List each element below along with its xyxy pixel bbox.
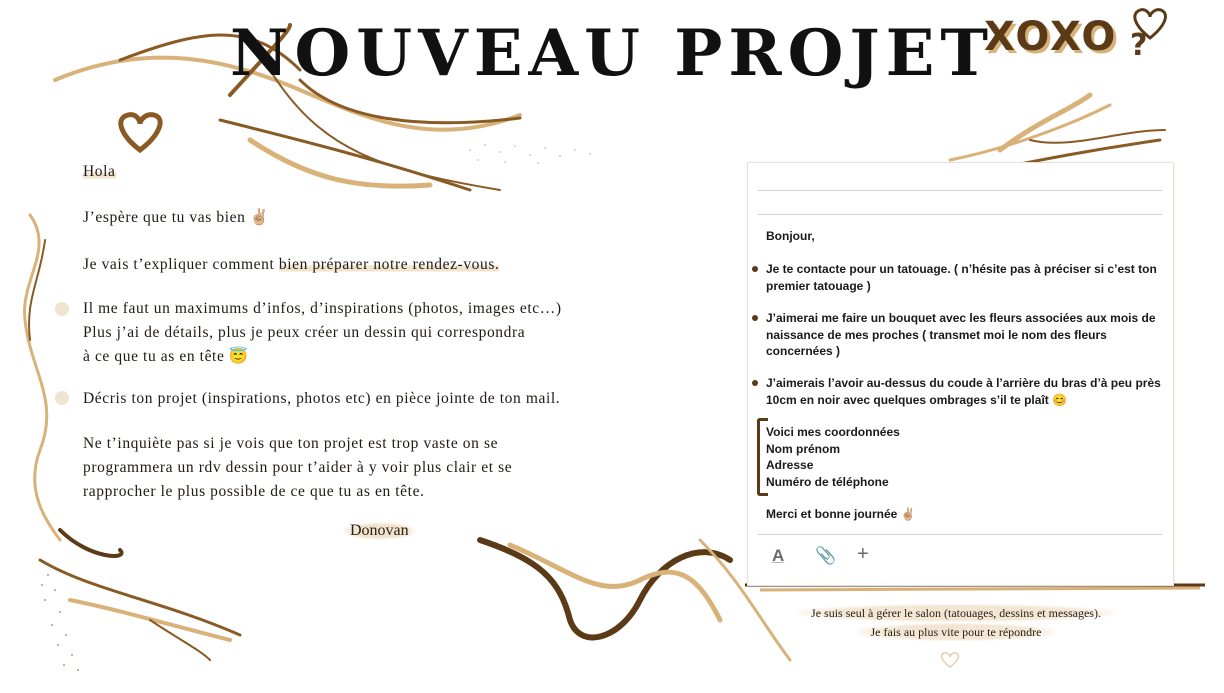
bullet-info: Il me faut un maximums d’infos, d’inspirations (photos, images etc…) Plus j’ai de détails, plus je peux créer un dessin qui correspondra à ce que tu as en tête 😇 xyxy=(83,300,562,365)
intro-line: J’espère que tu vas bien ✌🏼 xyxy=(83,209,270,226)
footer-line xyxy=(758,534,1162,535)
bottom-swirl xyxy=(480,540,790,660)
question-mark: ? xyxy=(1130,28,1148,63)
bullet-dot xyxy=(55,391,69,405)
reassure-paragraph: Ne t’inquiète pas si je vois que ton projet est trop vaste on se programmera un rdv dessin pour t’aider à y voir plus clair et se rapprocher le plus possible de ce que tu as en tête. xyxy=(83,435,513,500)
bullet-dot xyxy=(55,302,69,316)
footer-note-line-1: Je suis seul à gérer le salon (tatouages, dessins et messages). xyxy=(770,606,1142,621)
header-line xyxy=(758,214,1162,215)
footer-note-line-2: Je fais au plus vite pour te répondre xyxy=(770,625,1142,640)
header-line xyxy=(758,190,1162,191)
heart-icon xyxy=(121,115,160,150)
paperclip-icon[interactable]: 📎 xyxy=(815,546,837,565)
text-format-icon[interactable]: A xyxy=(772,546,785,565)
greeting: Hola xyxy=(83,163,116,180)
email-bullet xyxy=(752,266,758,272)
page-title: NOUVEAU PROJET xyxy=(230,16,994,91)
email-contact-block: Voici mes coordonnées Nom prénom Adresse Numéro de téléphone xyxy=(766,425,900,489)
bullet-project: Décris ton projet (inspirations, photos etc) en pièce jointe de ton mail. xyxy=(83,390,561,407)
email-bullet xyxy=(752,315,758,321)
signature: Donovan xyxy=(342,522,417,540)
email-point-3: J’aimerais l’avoir au-dessus du coude à l’arrière du bras d’à peu près 10cm en noir avec quelques ombrages s’il te plaît 😊 xyxy=(766,376,1161,407)
email-closing: Merci et bonne journée ✌🏼 xyxy=(766,507,916,521)
email-greeting: Bonjour, xyxy=(766,229,815,243)
email-point-1: Je te contacte pour un tatouage. ( n’hésite pas à préciser si c’est ton premier tatouage ) xyxy=(766,262,1157,293)
email-point-2: J’aimerai me faire un bouquet avec les fleurs associées aux mois de naissance de mes proches ( transmet moi le nom des fleurs concernées ) xyxy=(766,311,1156,358)
email-bullet xyxy=(752,380,758,386)
plus-icon[interactable]: + xyxy=(857,543,869,565)
small-heart-icon xyxy=(942,653,959,667)
xoxo-lettering: XOXO xyxy=(984,14,1118,60)
dotted-texture xyxy=(469,144,591,164)
explain-line: Je vais t’expliquer comment bien préparer notre rendez-vous. xyxy=(83,256,500,273)
